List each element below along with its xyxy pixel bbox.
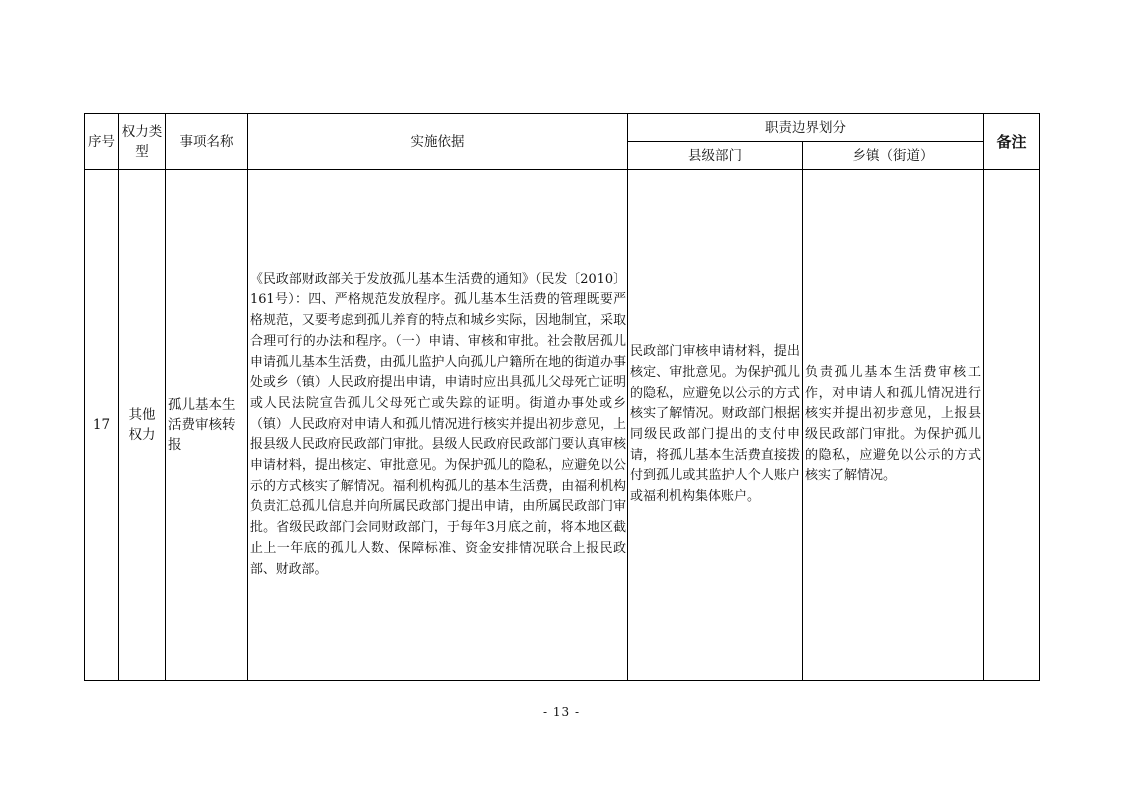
header-township: 乡镇（街道） <box>803 142 984 170</box>
page-number: - 13 - <box>542 705 580 719</box>
header-county-dept: 县级部门 <box>628 142 803 170</box>
header-power-type: 权力类型 <box>119 114 166 170</box>
table-row <box>85 170 1040 681</box>
table-header-row-1 <box>85 114 1040 142</box>
cell-basis: 《民政部财政部关于发放孤儿基本生活费的通知》（民发〔2010〕161号）：四、严格规范发放程序。孤儿基本生活费的管理既要严格规范，又要考虑到孤儿养育的特点和城乡实际，因地制宜，采取合理可行的办法和程序。（一）申请、审核和审批。社会散居孤儿申请孤儿基本生活费，由孤儿监护人向孤儿户籍所在地的街道办事处或乡（镇）人民政府提出申请，申请时应出具孤儿父母死亡证明或人民法院宣告孤儿父母死亡或失踪的证明。街道办事处或乡（镇）人民政府对申请人和孤儿情况进行核实并提出初步意见，上报县级人民政府民政部门审批。县级人民政府民政部门要认真审核申请材料，提出核定、审批意见。为保护孤儿的隐私，应避免以公示的方式核实了解情况。福利机构孤儿的基本生活费，由福利机构负责汇总孤儿信息并向所属民政部门提出申请，由所属民政部门审批。省级民政部门会同财政部门，于每年3月底之前，将本地区截止上一年底的孤儿人数、保障标准、资金安排情况联合上报民政部、财政部。 <box>248 170 628 681</box>
header-item-name: 事项名称 <box>166 114 248 170</box>
power-list-table <box>84 113 1040 681</box>
header-duty-division: 职责边界划分 <box>628 114 984 142</box>
cell-item-name: 孤儿基本生活费审核转报 <box>166 170 248 681</box>
cell-county-dept: 民政部门审核申请材料，提出核定、审批意见。为保护孤儿的隐私，应避免以公示的方式核实了解情况。财政部门根据同级民政部门提出的支付申请，将孤儿基本生活费直接拨付到孤儿或其监护人个人账户或福利机构集体账户。 <box>628 170 803 681</box>
header-seq: 序号 <box>85 114 119 170</box>
cell-remarks <box>984 170 1040 681</box>
header-basis: 实施依据 <box>248 114 628 170</box>
header-remarks: 备注 <box>984 114 1040 170</box>
cell-seq: 17 <box>85 170 119 681</box>
cell-township: 负责孤儿基本生活费审核工作，对申请人和孤儿情况进行核实并提出初步意见，上报县级民政部门审批。为保护孤儿的隐私，应避免以公示的方式核实了解情况。 <box>803 170 984 681</box>
cell-power-type: 其他权力 <box>119 170 166 681</box>
